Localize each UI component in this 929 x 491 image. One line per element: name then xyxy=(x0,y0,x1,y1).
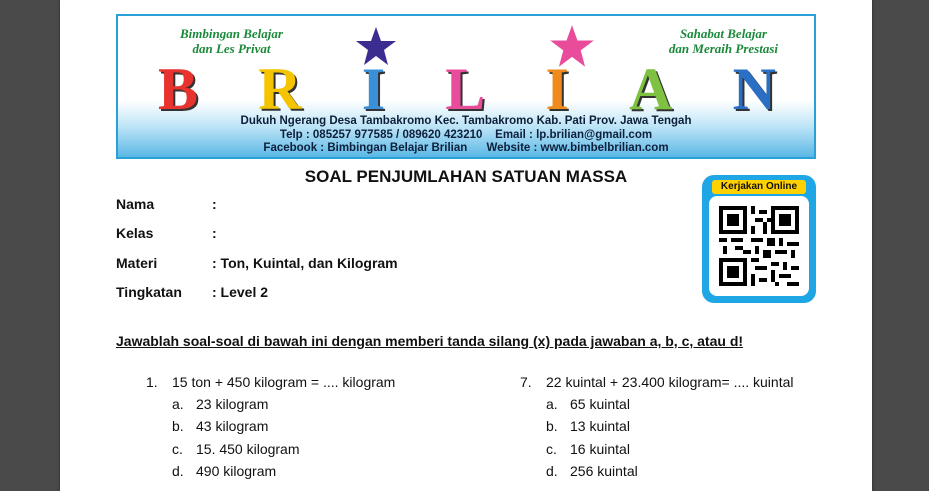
question-number: 1. xyxy=(146,374,158,390)
answer-option[interactable]: b. 43 kilogram xyxy=(172,418,269,434)
brand-letter: A xyxy=(629,56,675,122)
brand-letter: L xyxy=(445,56,488,122)
brand-letter: I xyxy=(545,56,571,122)
question-stem: 22 kuintal + 23.400 kilogram= .... kuintal xyxy=(546,374,794,390)
tagline-right: Sahabat Belajar dan Meraih Prestasi xyxy=(668,26,778,56)
field-value: : xyxy=(212,196,217,212)
brand-letter: R xyxy=(258,56,304,122)
field-label: Kelas xyxy=(116,225,154,241)
field-label: Nama xyxy=(116,196,155,212)
answer-option[interactable]: d. 256 kuintal xyxy=(546,463,638,479)
answer-option[interactable]: a. 65 kuintal xyxy=(546,396,630,412)
qr-code-icon xyxy=(719,205,799,287)
answer-option[interactable]: b. 13 kuintal xyxy=(546,418,630,434)
field-value: : xyxy=(212,225,217,241)
answer-option[interactable]: a. 23 kilogram xyxy=(172,396,269,412)
field-value: : Level 2 xyxy=(212,284,269,300)
answer-option[interactable]: d. 490 kilogram xyxy=(172,463,277,479)
answer-option[interactable]: c. 16 kuintal xyxy=(546,441,630,457)
document-page xyxy=(60,0,872,491)
qr-code[interactable] xyxy=(709,196,809,296)
contact-info: Dukuh Ngerang Desa Tambakromo Kec. Tambakromo Kab. Pati Prov. Jawa Tengah Telp : 085257 977585 / 089620 423210 Email : lp.brilian@gmail.com Facebook : Bimbingan Belajar Brilian Website : www.bimbelbrilian.com xyxy=(240,115,692,154)
brand-logo xyxy=(158,56,778,122)
field-label: Materi xyxy=(116,255,158,271)
field-label: Tingkatan xyxy=(116,284,182,300)
instruction-text: Jawablah soal-soal di bawah ini dengan memberi tanda silang (x) pada jawaban a, b, c, atau d! xyxy=(116,333,744,349)
qr-code-panel[interactable] xyxy=(702,175,816,303)
page-title: SOAL PENJUMLAHAN SATUAN MASSA xyxy=(304,167,628,186)
qr-label: Kerjakan Online xyxy=(712,180,806,194)
header-banner xyxy=(116,14,816,159)
question-stem: 15 ton + 450 kilogram = .... kilogram xyxy=(172,374,396,390)
answer-option[interactable]: c. 15. 450 kilogram xyxy=(172,441,300,457)
brand-letter: I xyxy=(361,56,388,122)
field-value: : Ton, Kuintal, dan Kilogram xyxy=(212,255,398,271)
brand-letter: B xyxy=(158,56,201,122)
brand-letter: N xyxy=(732,56,778,122)
tagline-left: Bimbingan Belajar dan Les Privat xyxy=(180,26,283,56)
question-number: 7. xyxy=(520,374,532,390)
